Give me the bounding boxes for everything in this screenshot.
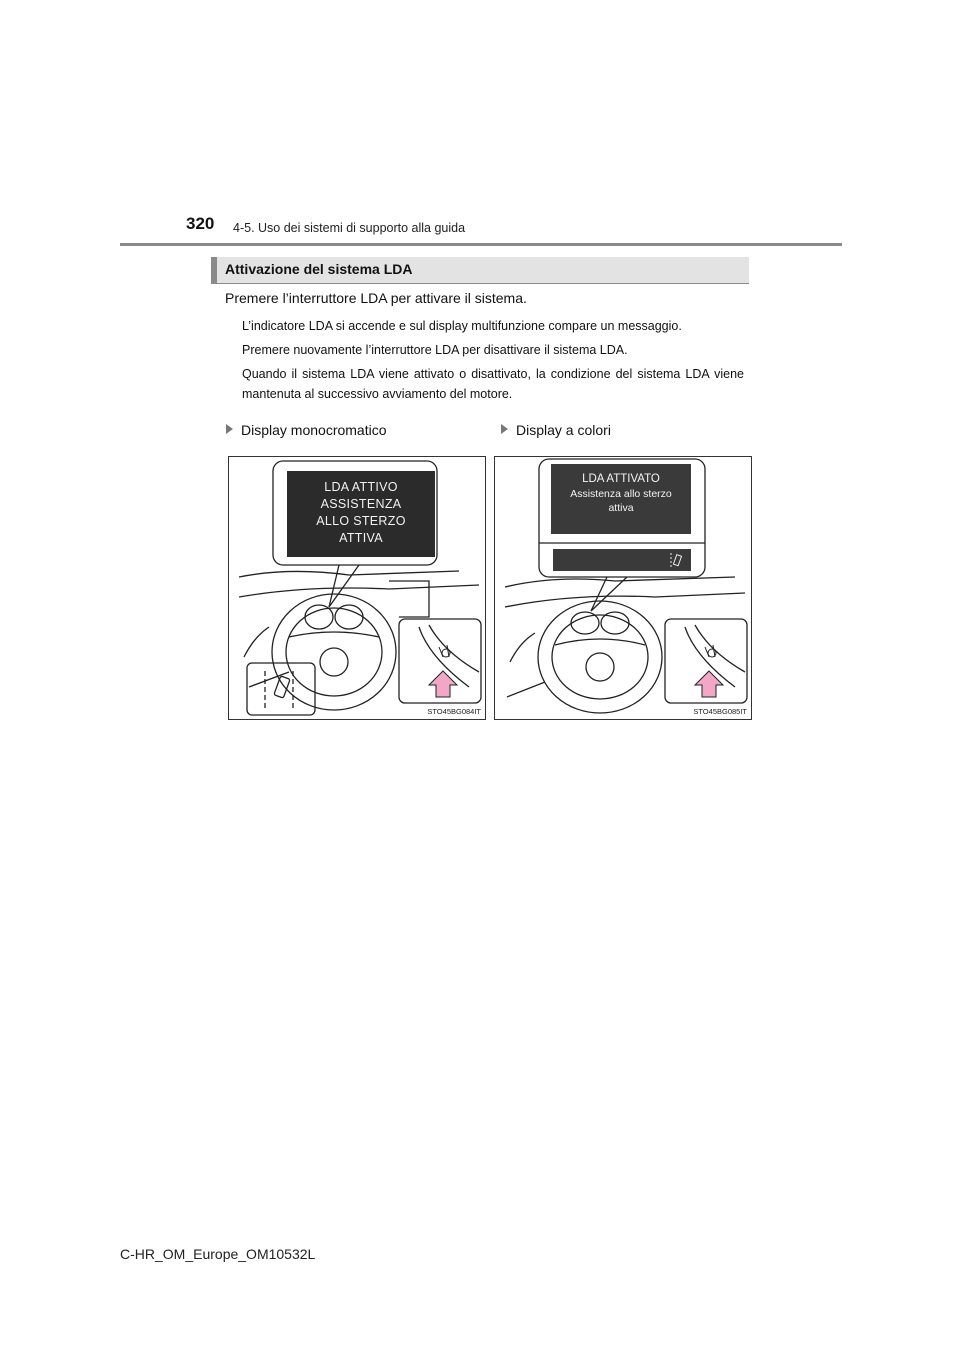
section-accent: [211, 257, 217, 283]
caption-monochrome: [226, 422, 387, 438]
mono-screen-line-1: LDA ATTIVO: [324, 480, 398, 494]
figure-code-left: STO45BG084IT: [427, 707, 481, 716]
footer-doc-id: C-HR_OM_Europe_OM10532L: [120, 1246, 316, 1262]
mono-screen-line-2: ASSISTENZA: [320, 497, 402, 511]
note-indicator: L’indicatore LDA si accende e sul display multifunzione compare un messaggio.: [242, 319, 682, 333]
caption-color: [501, 422, 611, 438]
note-memory: Quando il sistema LDA viene attivato o disattivato, la condizione del sistema LDA viene mantenuta al successivo avviamento del motore.: [242, 367, 744, 401]
figure-code-right: STO45BG085IT: [693, 707, 747, 716]
color-display-screen: [551, 464, 691, 534]
section-heading: [211, 257, 749, 283]
mono-display-screen: [287, 471, 435, 557]
figure-color: [494, 456, 752, 720]
color-screen-line-3: attiva: [608, 502, 634, 514]
caption-color-text: Display a colori: [516, 422, 611, 438]
instruction-text: Premere l’interruttore LDA per attivare il sistema.: [225, 290, 527, 306]
chapter-title: 4-5. Uso dei sistemi di supporto alla guida: [233, 221, 466, 235]
page-number: 320: [186, 214, 215, 233]
mono-screen-line-3: ALLO STERZO: [316, 514, 406, 528]
bullet-triangle-icon: [226, 424, 233, 434]
bullet-triangle-icon: [501, 424, 508, 434]
color-screen-line-2: Assistenza allo sterzo: [570, 488, 672, 500]
figure-monochrome: [228, 456, 486, 720]
color-screen-line-1: LDA ATTIVATO: [582, 473, 660, 485]
section-title: Attivazione del sistema LDA: [225, 261, 413, 277]
mono-screen-line-4: ATTIVA: [339, 531, 383, 545]
caption-monochrome-text: Display monocromatico: [241, 422, 387, 438]
header-rule: [120, 243, 842, 246]
note-deactivate: Premere nuovamente l’interruttore LDA per disattivare il sistema LDA.: [242, 343, 628, 357]
section-underline: [211, 283, 749, 284]
